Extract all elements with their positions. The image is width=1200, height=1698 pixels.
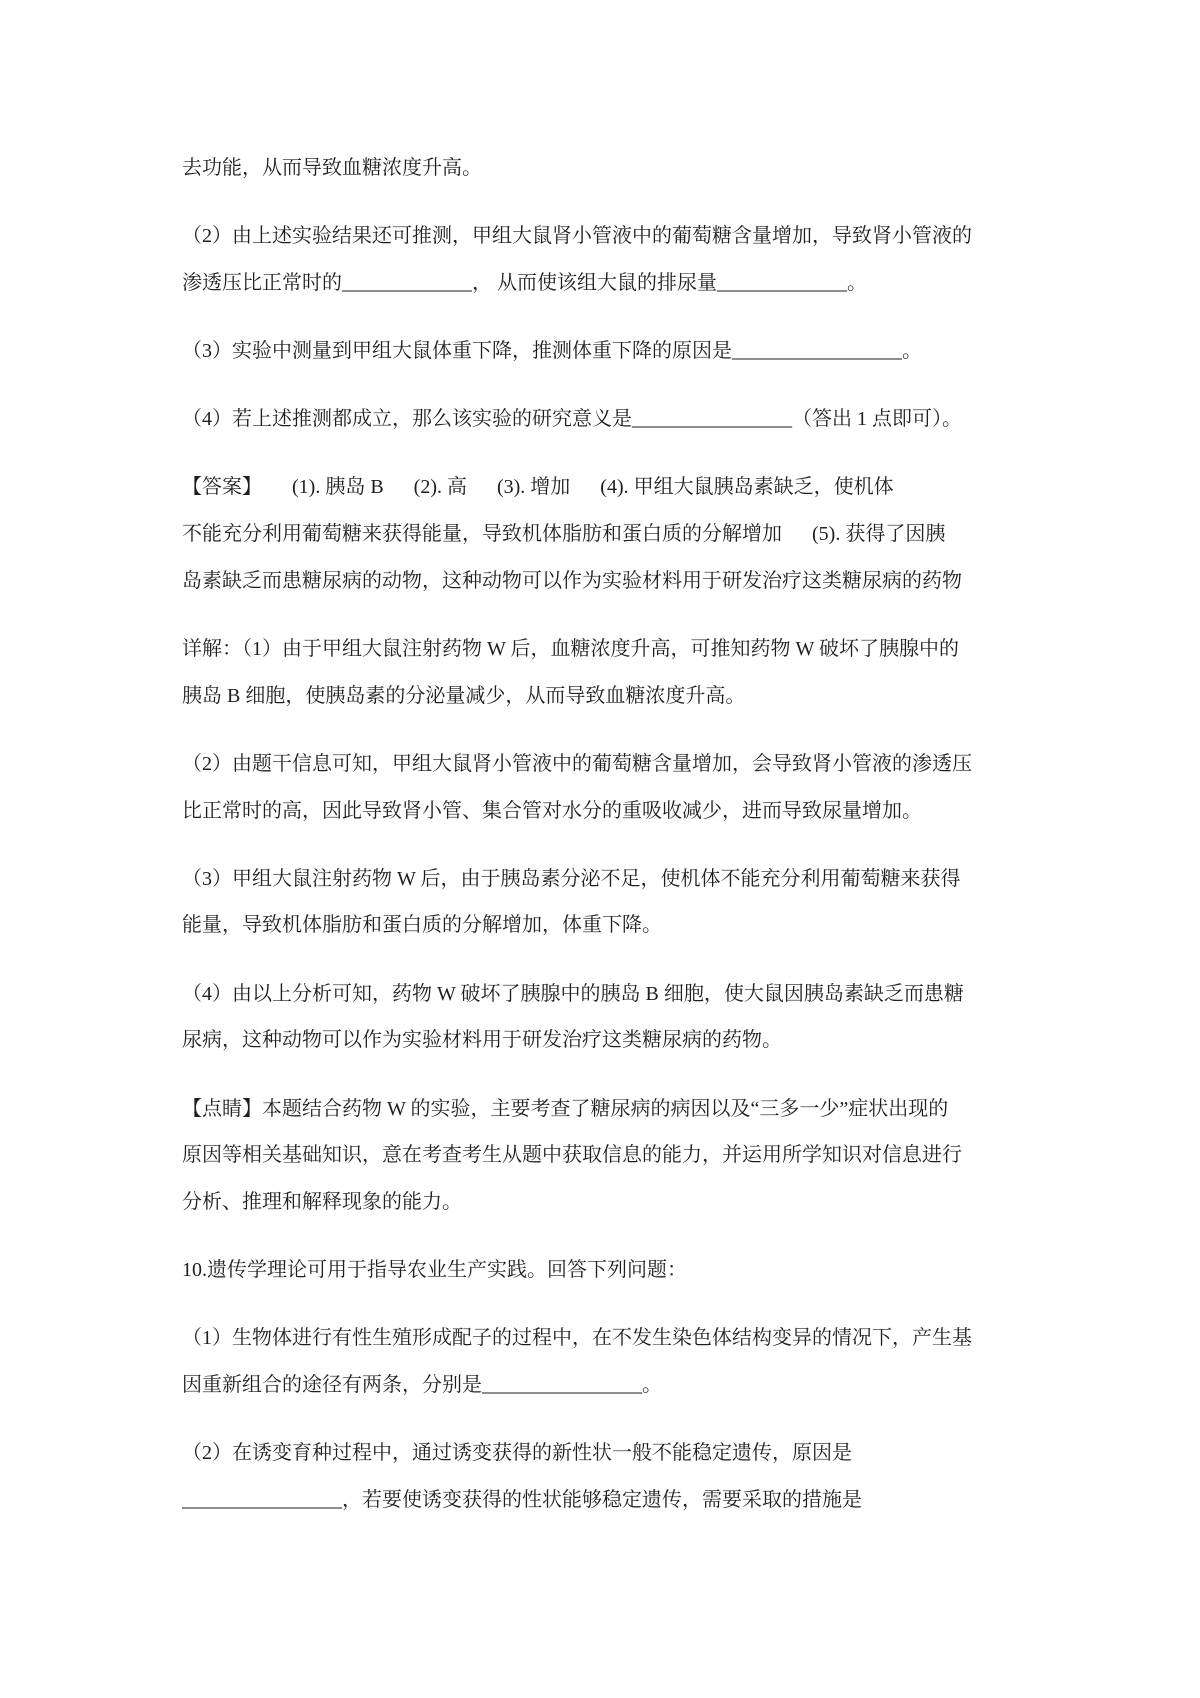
question-10-part-2 <box>182 1430 1032 1523</box>
text-line: 尿病，这种动物可以作为实验材料用于研发治疗这类糖尿病的药物。 <box>182 1029 782 1052</box>
text-line: 【答案】 (1). 胰岛 B (2). 高 (3). 增加 (4). 甲组大鼠胰岛素缺乏，使机体 <box>182 476 894 499</box>
question-9-part-1-continuation <box>182 145 1032 192</box>
text-line: 比正常时的高，因此导致肾小管、集合管对水分的重吸收减少，进而导致尿量增加。 <box>182 799 922 822</box>
text-line: （2）在诱变育种过程中，通过诱变获得的新性状一般不能稳定遗传，原因是 <box>182 1442 852 1465</box>
text-line: （4）若上述推测都成立，那么该实验的研究意义是________________（答出 1 点即可）。 <box>182 408 962 431</box>
text-line: （1）生物体进行有性生殖形成配子的过程中，在不发生染色体结构变异的情况下，产生基 <box>182 1327 972 1350</box>
text-line: 能量，导致机体脂肪和蛋白质的分解增加，体重下降。 <box>182 914 662 937</box>
explanation-part-1 <box>182 626 1032 719</box>
explanation-part-3 <box>182 856 1032 949</box>
text-line: 去功能，从而导致血糖浓度升高。 <box>182 157 482 179</box>
text-line: （3）甲组大鼠注射药物 W 后，由于胰岛素分泌不足，使机体不能充分利用葡萄糖来获得 <box>182 867 961 890</box>
text-line: 详解：（1）由于甲组大鼠注射药物 W 后，血糖浓度升高，可推知药物 W 破坏了胰腺中的 <box>182 638 960 660</box>
text-line: （4）由以上分析可知，药物 W 破坏了胰腺中的胰岛 B 细胞，使大鼠因胰岛素缺乏而患糖 <box>182 982 964 1005</box>
text-line: （3）实验中测量到甲组大鼠体重下降，推测体重下降的原因是_________________。 <box>182 340 922 363</box>
text-line: ________________，若要使诱变获得的性状能够稳定遗传，需要采取的措施是 <box>182 1488 862 1511</box>
question-9-part-2 <box>182 213 1032 306</box>
question-10-part-1 <box>182 1315 1032 1408</box>
text-line: 分析、推理和解释现象的能力。 <box>182 1190 462 1213</box>
text-line: 不能充分利用葡萄糖来获得能量，导致机体脂肪和蛋白质的分解增加 (5). 获得了因胰 <box>182 523 946 546</box>
text-line: 【点睛】本题结合药物 W 的实验，主要考查了糖尿病的病因以及“三多一少”症状出现的 <box>182 1097 949 1120</box>
question-9-part-3 <box>182 328 1032 375</box>
text-line: 渗透压比正常时的_____________， 从而使该组大鼠的排尿量_____________。 <box>182 271 867 294</box>
question-10-stem <box>182 1247 1032 1294</box>
explanation-part-4 <box>182 971 1032 1064</box>
key-point-block <box>182 1086 1032 1226</box>
text-line: 原因等相关基础知识，意在考查考生从题中获取信息的能力，并运用所学知识对信息进行 <box>182 1144 962 1167</box>
text-line: （2）由上述实验结果还可推测，甲组大鼠肾小管液中的葡萄糖含量增加，导致肾小管液的 <box>182 225 972 248</box>
text-line: 因重新组合的途径有两条，分别是________________。 <box>182 1373 662 1396</box>
explanation-part-2 <box>182 741 1032 834</box>
text-line: 10.遗传学理论可用于指导农业生产实践。回答下列问题： <box>182 1259 687 1282</box>
text-line: 岛素缺乏而患糖尿病的动物，这种动物可以作为实验材料用于研发治疗这类糖尿病的药物 <box>182 569 962 592</box>
answer-block <box>182 464 1032 604</box>
text-line: （2）由题干信息可知，甲组大鼠肾小管液中的葡萄糖含量增加，会导致肾小管液的渗透压 <box>182 752 972 775</box>
text-line: 胰岛 B 细胞，使胰岛素的分泌量减少，从而导致血糖浓度升高。 <box>182 684 746 707</box>
question-9-part-4 <box>182 396 1032 443</box>
